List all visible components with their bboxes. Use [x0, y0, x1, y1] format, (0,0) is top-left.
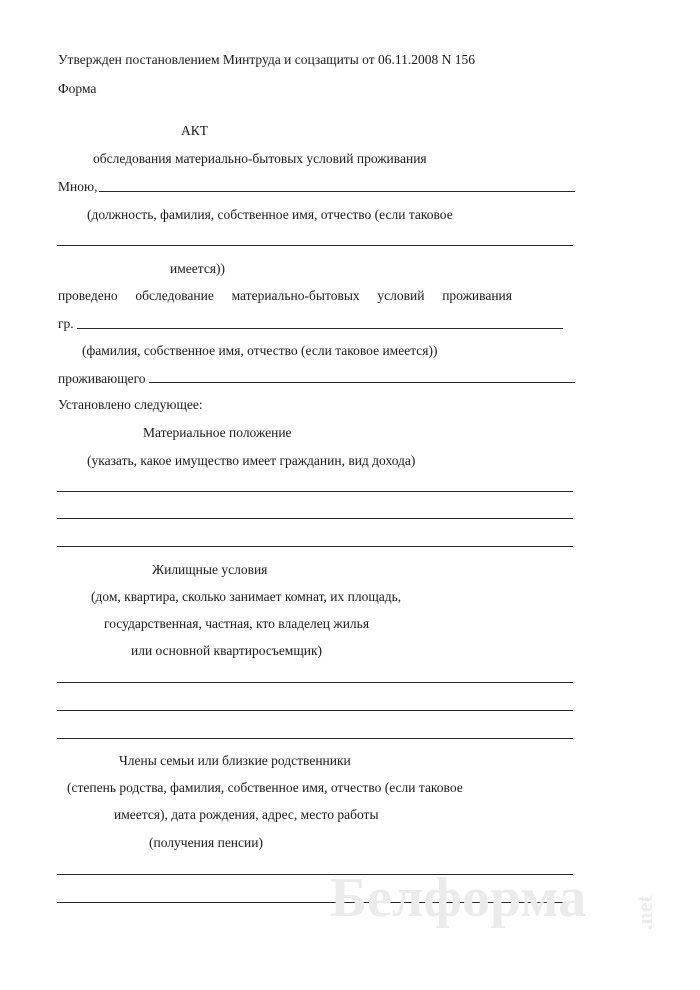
citizen-hint: (фамилия, собственное имя, отчество (если таковое имеется)): [82, 343, 438, 358]
family-section-hint-2: имеется), дата рождения, адрес, место работы: [114, 807, 379, 822]
residing-label: проживающего: [58, 371, 146, 386]
document-subtitle: обследования материально-бытовых условий проживания: [93, 151, 427, 166]
citizen-field-line[interactable]: [77, 328, 563, 329]
housing-line[interactable]: [57, 738, 573, 739]
material-line[interactable]: [57, 518, 573, 519]
by-me-hint-continued: имеется)): [170, 261, 226, 276]
material-line[interactable]: [57, 491, 573, 492]
family-section-hint: (степень родства, фамилия, собственное имя, отчество (если таковое: [67, 780, 463, 795]
form-label: Форма: [58, 81, 97, 96]
material-line[interactable]: [57, 546, 573, 547]
residing-field-line[interactable]: [149, 382, 575, 383]
housing-line[interactable]: [57, 682, 573, 683]
watermark-suffix: .net: [632, 895, 657, 930]
conducted-statement: [58, 289, 512, 303]
housing-section-hint: (дом, квартира, сколько занимает комнат, их площадь,: [91, 589, 402, 604]
conducted-word: материально-бытовых: [231, 288, 360, 303]
conducted-word: условий: [377, 288, 425, 303]
conducted-word: обследование: [135, 288, 214, 303]
conducted-word: проведено: [58, 288, 118, 303]
housing-section-hint-3: или основной квартиросъемщик): [131, 643, 323, 658]
citizen-label: гр.: [58, 316, 74, 331]
family-section-title: Члены семьи или близкие родственники: [119, 753, 351, 768]
approval-note: Утвержден постановлением Минтруда и соцзащиты от 06.11.2008 N 156: [58, 52, 475, 67]
watermark-logo: Белформа: [330, 867, 587, 929]
material-section-title: Материальное положение: [143, 425, 292, 440]
conducted-word: проживания: [442, 288, 512, 303]
family-section-hint-3: (получения пенсии): [149, 835, 263, 850]
housing-section-hint-2: государственная, частная, кто владелец жилья: [104, 616, 370, 631]
by-me-field-line-2[interactable]: [57, 245, 573, 246]
by-me-hint: (должность, фамилия, собственное имя, отчество (если таковое: [87, 207, 453, 222]
document-title: АКТ: [181, 123, 208, 138]
established-label: Установлено следующее:: [58, 397, 203, 412]
housing-line[interactable]: [57, 710, 573, 711]
by-me-label: Мною,: [58, 179, 98, 194]
material-section-hint: (указать, какое имущество имеет гражданин, вид дохода): [87, 453, 416, 468]
by-me-field-line[interactable]: [99, 191, 575, 192]
housing-section-title: Жилищные условия: [152, 562, 268, 577]
